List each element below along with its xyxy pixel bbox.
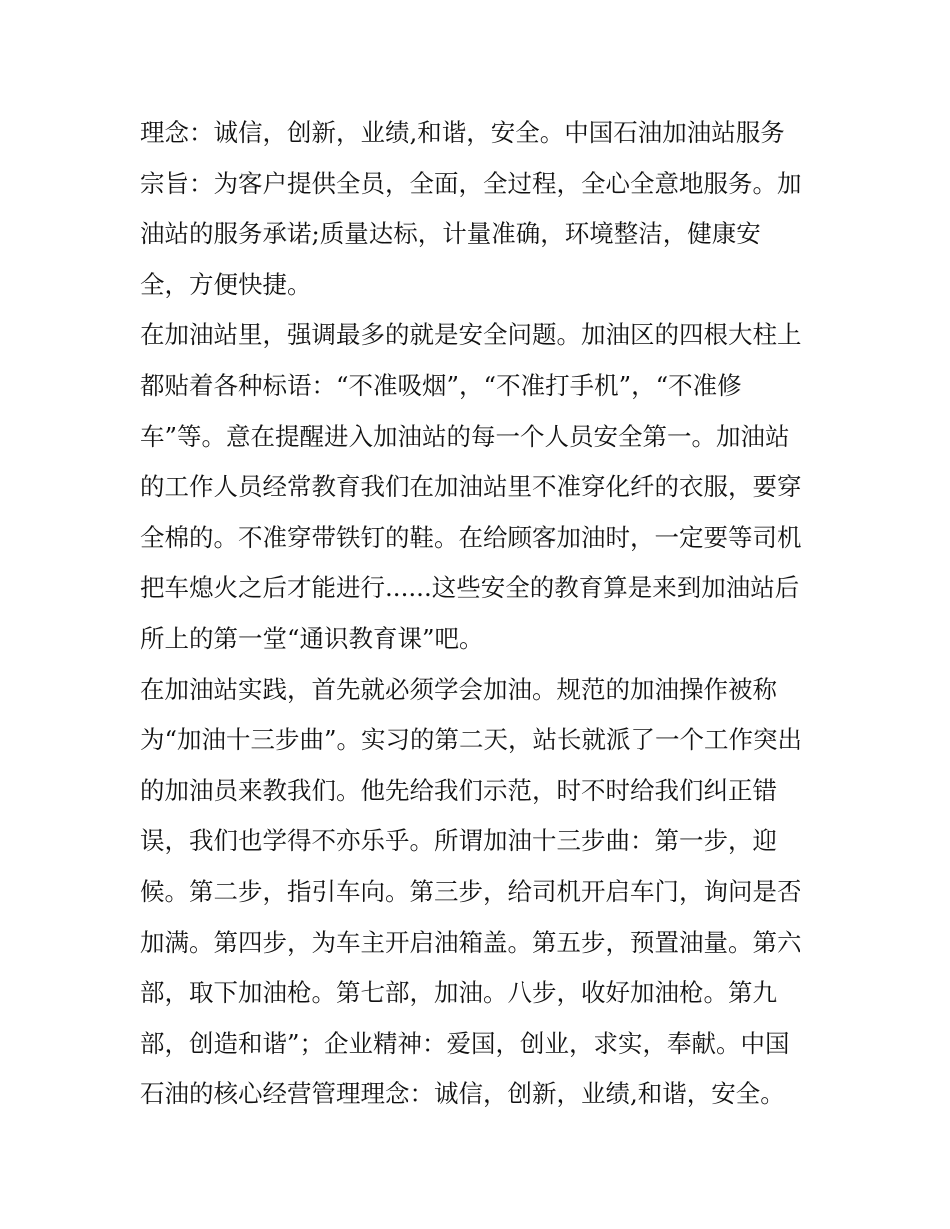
text-line: 的工作人员经常教育我们在加油站里不准穿化纤的衣服，要穿 (140, 472, 802, 502)
text-line: 理念：诚信，创新，业绩,和谐，安全。中国石油加油站服务 (140, 118, 785, 147)
text-line: 都贴着各种标语：“不准吸烟”，“不准打手机”，“不准修 (140, 370, 742, 400)
text-line: 部，取下加油枪。第七部，加油。八步，收好加油枪。第九 (140, 978, 777, 1008)
text-line: 加满。第四步，为车主开启油箱盖。第五步，预置油量。第六 (140, 927, 802, 957)
text-line: 全棉的。不准穿带铁钉的鞋。在给顾客加油时，一定要等司机 (140, 522, 802, 552)
text-line: 把车熄火之后才能进行......这些安全的教育算是来到加油站后 (140, 573, 800, 603)
body-text (140, 108, 820, 1120)
text-line: 石油的核心经营管理理念：诚信，创新，业绩,和谐，安全。 (140, 1079, 785, 1109)
text-line: 误，我们也学得不亦乐乎。所谓加油十三步曲：第一步，迎 (140, 826, 777, 856)
text-line: 所上的第一堂“通识教育课”吧。 (140, 623, 484, 653)
text-line: 车”等。意在提醒进入加油站的每一个人员安全第一。加油站 (140, 421, 790, 451)
text-line: 候。第二步，指引车向。第三步，给司机开启车门，询问是否 (140, 876, 802, 906)
text-line: 在加油站实践，首先就必须学会加油。规范的加油操作被称 (140, 674, 777, 704)
text-line: 部，创造和谐”；企业精神：爱国，创业，求实，奉献。中国 (140, 1028, 790, 1058)
text-line: 在加油站里，强调最多的就是安全问题。加油区的四根大柱上 (140, 320, 802, 350)
text-line: 油站的服务承诺;质量达标，计量准确，环境整洁，健康安 (140, 219, 761, 249)
text-line: 的加油员来教我们。他先给我们示范，时不时给我们纠正错 (140, 775, 777, 805)
text-line: 全，方便快捷。 (140, 269, 312, 299)
text-line: 宗旨：为客户提供全员，全面，全过程，全心全意地服务。加 (140, 168, 802, 198)
text-line: 为“加油十三步曲”。实习的第二天，站长就派了一个工作突出 (140, 725, 803, 755)
